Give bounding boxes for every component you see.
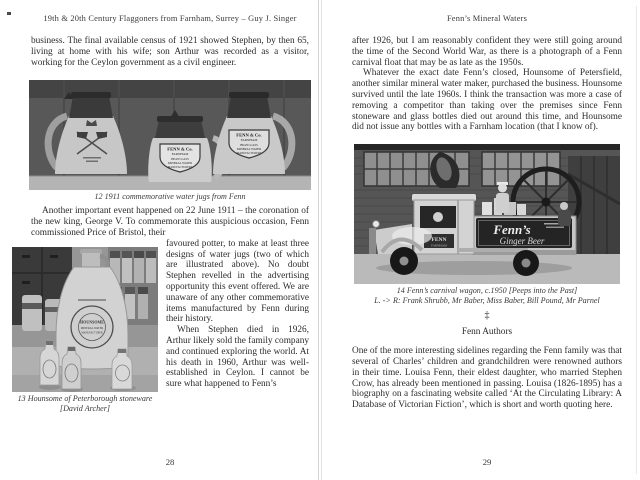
shield-text-1: FENN & Co. — [236, 132, 262, 138]
shield-text-5: MANUFACTURERS — [236, 152, 262, 156]
figure-hounsome-stoneware — [12, 247, 158, 414]
banner-text-2: Ginger Beer — [499, 236, 545, 247]
hounsome-photo — [12, 247, 158, 392]
shield-text-4: MINERAL WATER — [167, 161, 193, 166]
banner-text-1: Fenn’s — [493, 222, 531, 238]
shield-text-3: HIGH CLASS — [240, 143, 258, 148]
left-paragraph-2a: Another important event happened on 22 June 1911 – the coronation of the new king, George V. To commemorate this auspicious occasion, Fenn commissioned Price of Bristol, their — [31, 206, 309, 238]
figure-commemorative-jugs — [29, 80, 311, 202]
jugs-photo — [29, 80, 311, 190]
stamp-text-1: HOUNSOME — [80, 319, 104, 325]
left-paragraph-1: business. The final available census of 1921 showed Stephen, by then 65, living at home with his wife; son Arthur was recorded as a visitor, working for the Ceylon government as a civil engineer. — [31, 36, 309, 68]
figure-carnival-wagon — [354, 144, 620, 306]
stamp-text-3: MANUFACTURER — [81, 331, 103, 335]
section-separator-dagger: ‡ — [484, 310, 490, 322]
right-paragraph-1: after 1926, but I am reasonably confident they were still going around the time of the Second World War, as there is a photograph of a Fenn carnival float that may be as late as the 1950s. — [352, 36, 622, 68]
left-paragraph-3: When Stephen died in 1926, Arthur likely sold the family company and continued exploring the world. At his death in 1960, Arthur was well-established in Ceylon. I cannot be sure what happened to Fenn’s — [166, 325, 309, 390]
cab-sign-text-1: FENN — [431, 237, 447, 244]
shield-text-1: FENN & Co. — [167, 146, 193, 152]
right-paragraph-2: Whatever the exact date Fenn’s closed, Hounsome of Petersfield, another similar mineral water maker, purchased the business. Hounsome survived until the late 1960s. I think the transaction was more a case of removing a competitor than taking over the premises since Fenn stoneware and glass bottles died out around this time, and Hounsome did not issue any bottles with a Farnham location (that I know of). — [352, 68, 622, 133]
shield-text-5: MANUFACTURERS — [167, 166, 193, 170]
right-page-content — [352, 14, 622, 411]
shield-text-3: HIGH CLASS — [171, 157, 189, 162]
truck-cab — [412, 194, 476, 254]
shield-text-2: FARNHAM — [171, 152, 189, 157]
right-paragraph-3: One of the more interesting sidelines regarding the Fenn family was that several of Charles’ children and grandchildren were renowned authors in their time. Louisa Fenn, their eldest daughter, who married Stephen Crow, has already been mentioned in passing. Louisa (1826-1895) has a biography on a fascinating website called ‘At the Circulating Library: A Database of Victorian Fiction’, which is short and worth quoting here. — [352, 346, 622, 411]
figure-14-caption — [354, 286, 620, 306]
shield-text-4: MINERAL WATER — [236, 147, 262, 152]
left-paragraph-2b: favoured potter, to make at least three designs of water jugs (two of which are illustrated above). No doubt Stephen revelled in the advertising opportunity this event offered. We are unaware of any other commemorative items manufactured by Fenn during their history. — [166, 238, 309, 325]
left-page-number: 28 — [165, 457, 175, 467]
eave — [354, 144, 620, 150]
section-heading-fenn-authors: Fenn Authors — [461, 327, 513, 338]
maker-stamp — [71, 306, 113, 348]
right-page — [320, 0, 640, 480]
shield-text-2: FARNHAM — [240, 138, 258, 143]
wrapped-text-section — [17, 238, 309, 416]
right-running-header: Fenn’s Mineral Waters — [446, 14, 528, 23]
figure-14-caption-line2: L. -> R: Frank Shrubb, Mr Baber, Miss Baber, Bill Pound, Mr Parnel — [374, 296, 600, 306]
right-page-number: 29 — [482, 457, 492, 467]
carnival-wagon-photo — [354, 144, 620, 284]
stamp-text-2: MINERAL WATER — [80, 326, 104, 330]
cab-sign-text-2: FARNHAM — [431, 243, 447, 248]
figure-13-caption — [12, 394, 158, 414]
building-windows — [364, 152, 560, 186]
figure-13-caption-line2: [David Archer] — [59, 403, 111, 413]
left-page-content — [17, 14, 309, 416]
left-running-header: 19th & 20th Century Flaggoners from Farnham, Surrey – Guy J. Singer — [43, 14, 297, 23]
figure-14-caption-line1: 14 Fenn’s carnival wagon, c.1950 [Peeps into the Past] — [396, 286, 578, 296]
figure-13-caption-line1: 13 Hounsome of Peterborough stoneware — [17, 393, 153, 403]
figure-12-caption: 12 1911 commemorative water jugs from Fenn — [94, 192, 246, 202]
